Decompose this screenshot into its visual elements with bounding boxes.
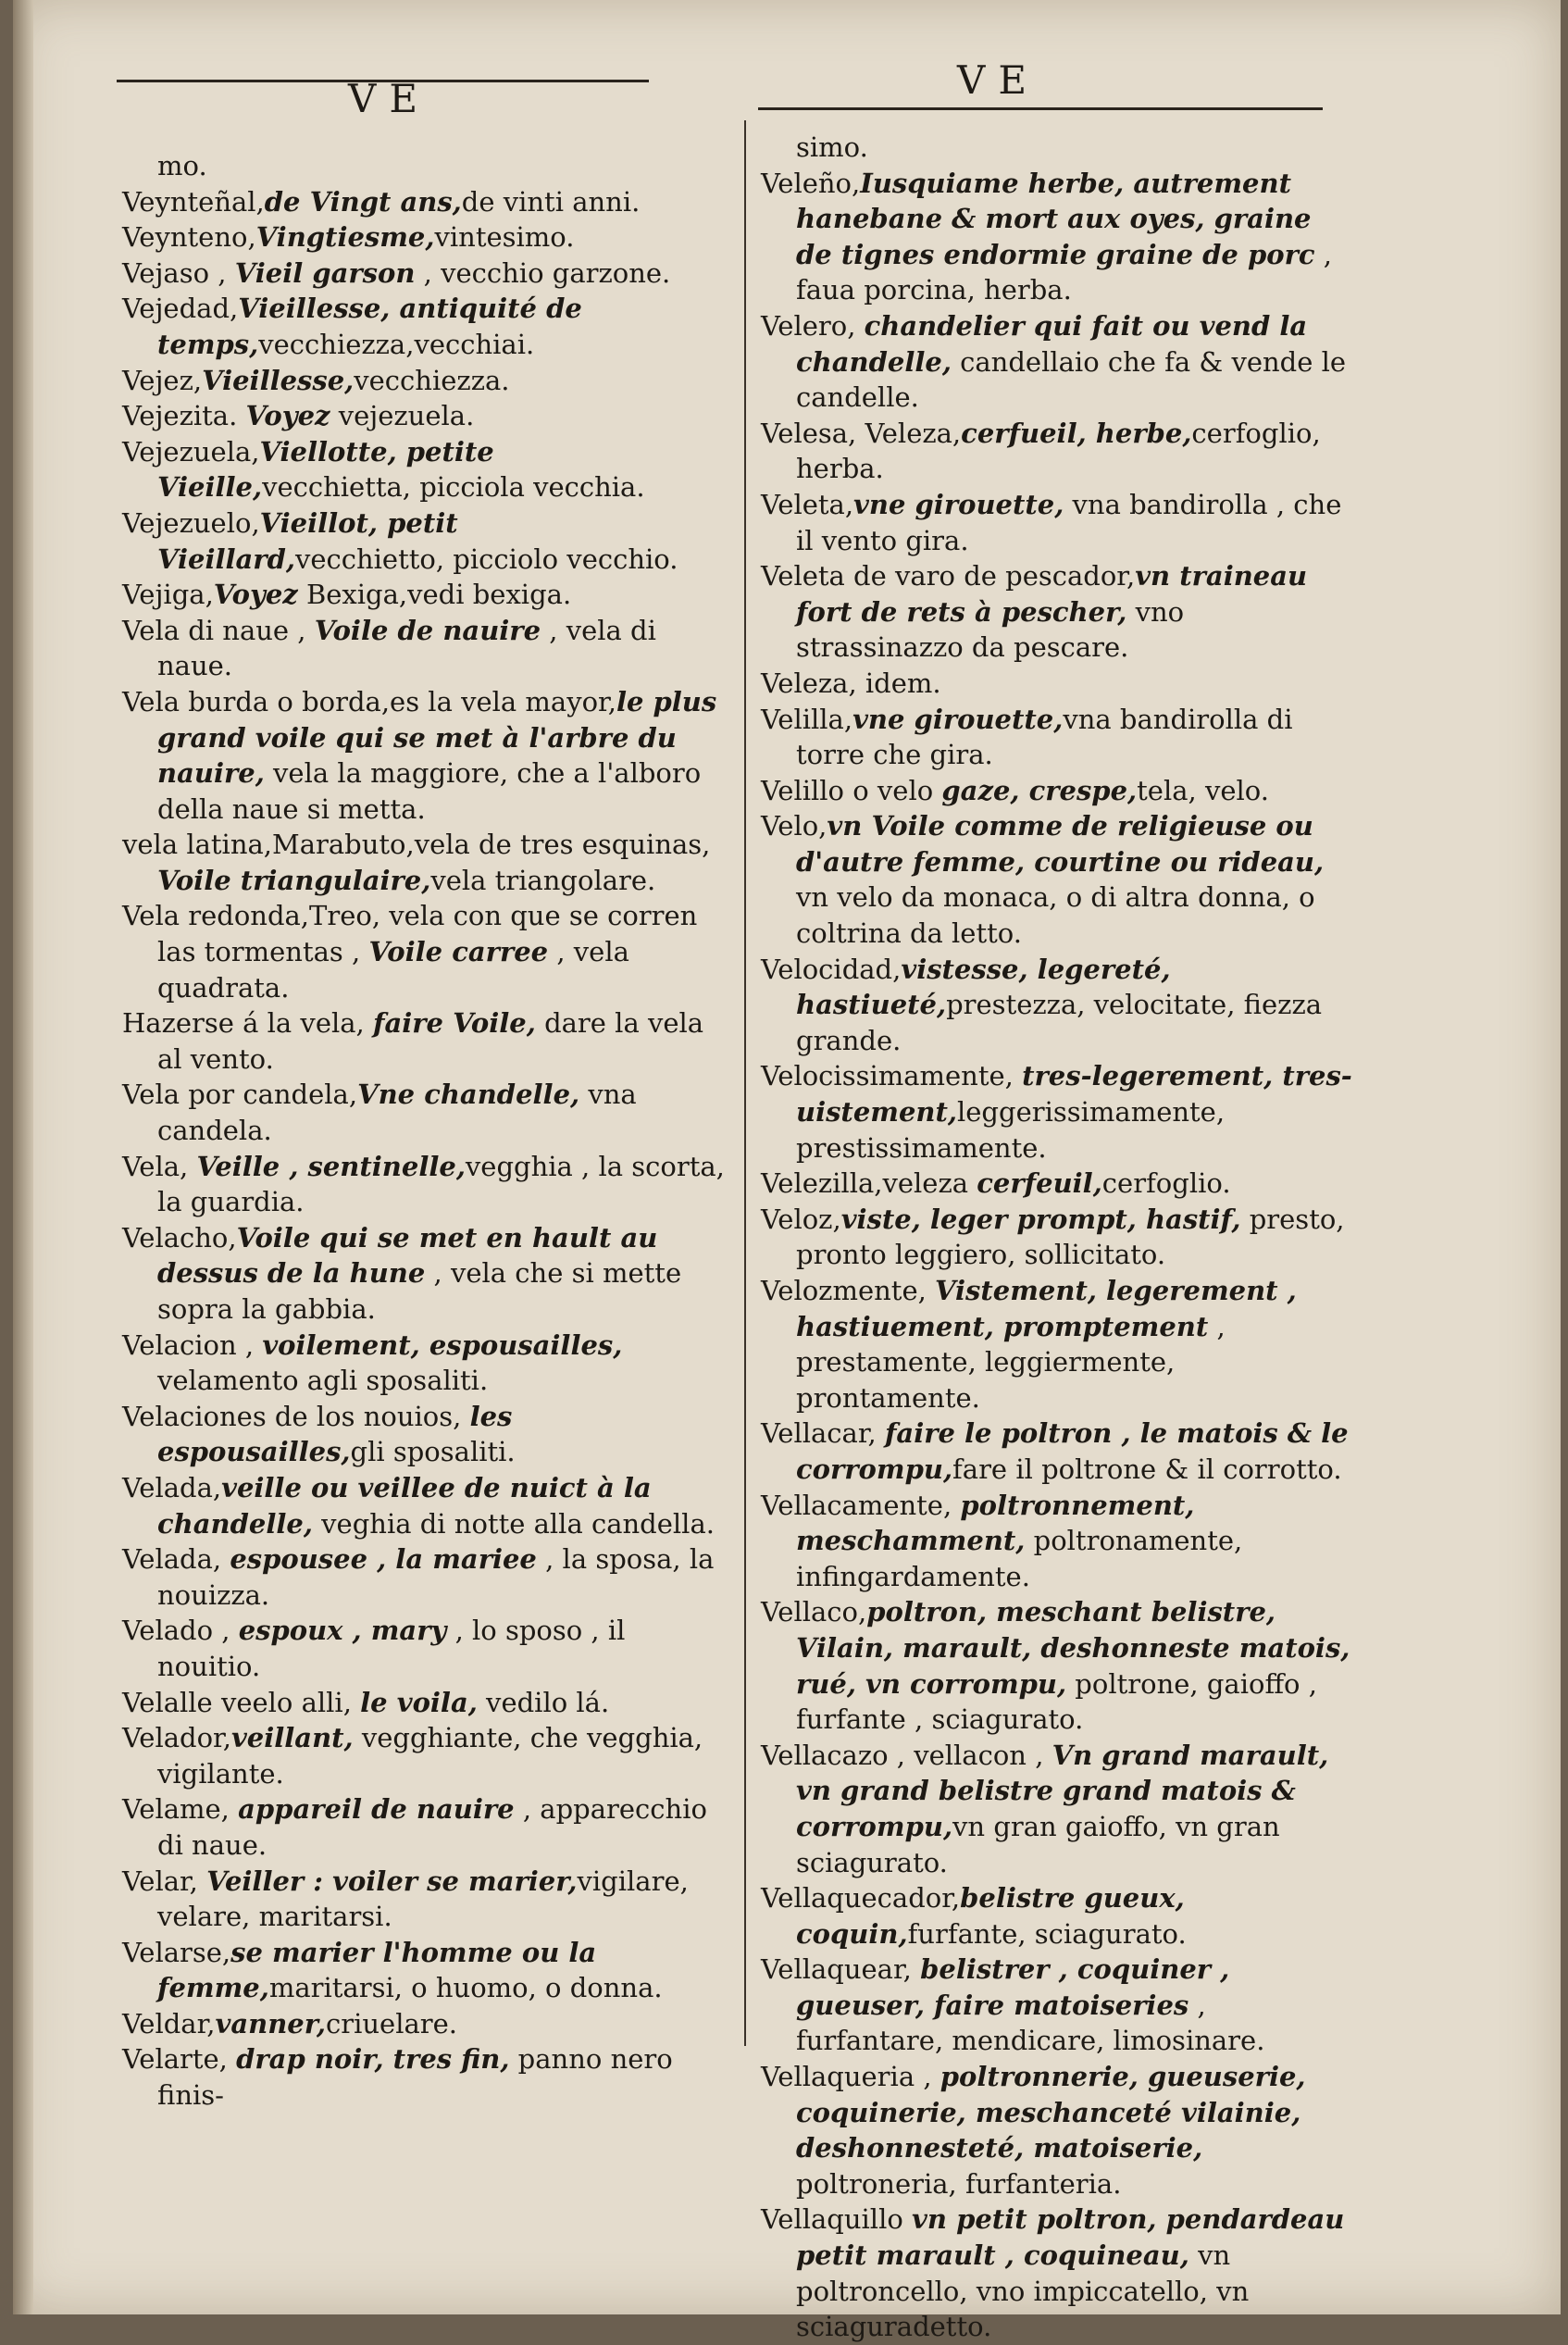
entry-french-gloss: vanner,: [215, 2007, 326, 2039]
dictionary-entry: [122, 1720, 733, 1791]
entry-italian-gloss: prestezza, velocitate, fiezza grande.: [796, 989, 1323, 1056]
entry-headword: Velada,: [122, 1543, 230, 1576]
entry-italian-gloss: cerfoglio, herba.: [796, 417, 1321, 485]
dictionary-entry: [122, 1077, 733, 1148]
dictionary-entry: [122, 2041, 733, 2113]
entry-headword: Veleta de varo de pescador,: [761, 560, 1136, 592]
dictionary-entry: [761, 1202, 1353, 1273]
dictionary-entry: [761, 166, 1353, 308]
entry-french-gloss: poltron, meschant belistre, Vilain, marault, deshonneste matois, rué, vn corrompu,: [796, 1596, 1350, 1700]
dictionary-entry: [122, 1541, 733, 1613]
entry-french-gloss: chandelier qui fait ou vend la chandelle,: [796, 309, 1308, 378]
entry-italian-gloss: mo.: [157, 150, 207, 181]
left-column: [122, 148, 733, 2114]
entry-italian-gloss: , furfantare, mendicare, limosinare.: [796, 1989, 1265, 2057]
entry-italian-gloss: vejezuela.: [330, 400, 475, 432]
entry-headword: Vela di naue ,: [122, 614, 315, 646]
entry-headword: Veynteno,: [122, 221, 256, 254]
running-head-left: VE: [348, 76, 430, 121]
dictionary-entry: [122, 363, 733, 399]
entry-italian-gloss: vn poltroncello, vno impiccatello, vn sciaguradetto.: [796, 2239, 1250, 2343]
dictionary-entry: [122, 184, 733, 220]
entry-headword: Veynteñal,: [122, 185, 265, 218]
dictionary-entry: [122, 1220, 733, 1328]
entry-french-gloss: belistrer , coquiner , gueuser, faire matoiseries: [796, 1953, 1230, 2021]
entry-french-gloss: se marier l'homme ou la femme,: [157, 1936, 597, 2004]
entry-headword: Velillo o velo: [761, 774, 942, 806]
entry-french-gloss: de Vingt ans,: [264, 185, 462, 218]
dictionary-entry: [122, 1864, 733, 1935]
entry-french-gloss: drap noir, tres fin,: [236, 2043, 510, 2076]
entry-italian-gloss: de vinti anni.: [461, 185, 641, 218]
entry-headword: Velada,: [122, 1471, 222, 1503]
entry-headword: Velesa, Veleza,: [761, 417, 962, 449]
binding-gutter: [13, 0, 33, 2314]
dictionary-entry: [761, 558, 1353, 666]
entry-french-gloss: Viellotte, petite Vieille,: [157, 435, 494, 504]
entry-french-gloss: Veille , sentinelle,: [196, 1150, 466, 1182]
entry-headword: Veleta,: [761, 488, 854, 520]
dictionary-entry: [122, 256, 733, 292]
dictionary-entry: [122, 1613, 733, 1684]
entry-italian-gloss: fare il poltrone & il corrotto.: [952, 1453, 1342, 1485]
entry-french-gloss: poltronnement, meschamment,: [796, 1489, 1195, 1557]
dictionary-entry: [761, 1594, 1353, 1737]
entry-french-gloss: veillant,: [230, 1722, 354, 1754]
entry-italian-gloss: vno strassinazzo da pescare.: [796, 595, 1185, 664]
entry-french-gloss: Veiller : voiler se marier,: [206, 1865, 578, 1897]
entry-french-gloss: gaze, crespe,: [941, 774, 1138, 806]
entry-italian-gloss: vna candela.: [157, 1079, 637, 1147]
entry-italian-gloss: dare la vela al vento.: [157, 1007, 704, 1075]
entry-french-gloss: vne girouette,: [853, 488, 1064, 520]
entry-french-gloss: le voila,: [360, 1686, 478, 1718]
entry-headword: Velame,: [122, 1793, 239, 1826]
dictionary-entry: [761, 487, 1353, 558]
dictionary-entry: [122, 398, 733, 434]
entry-french-gloss: Vieil garson: [234, 256, 416, 289]
entry-headword: Vellacamente,: [761, 1489, 961, 1521]
entry-italian-gloss: simo.: [796, 131, 868, 163]
dictionary-entry: [761, 1488, 1353, 1595]
dictionary-entry: [761, 1738, 1353, 1880]
entry-headword: Velo,: [761, 810, 828, 842]
entry-italian-gloss: Bexiga,vedi bexiga.: [297, 579, 572, 611]
dictionary-entry: [122, 219, 733, 256]
entry-headword: Velocissimamente,: [761, 1060, 1023, 1092]
entry-headword: Veloz,: [761, 1203, 841, 1235]
running-head-right: VE: [957, 57, 1039, 103]
entry-italian-gloss: presto, pronto leggiero, sollicitato.: [796, 1203, 1345, 1271]
dictionary-entry: [122, 1791, 733, 1863]
book-page: [13, 0, 1561, 2343]
entry-french-gloss: Voile de nauire: [314, 614, 541, 646]
dictionary-entry: [122, 577, 733, 613]
dictionary-entry: [122, 827, 733, 898]
dictionary-entry: [761, 1058, 1353, 1166]
entry-italian-gloss: poltrone, gaioffo , furfante , sciagurato.: [796, 1667, 1317, 1736]
entry-italian-gloss: vegghia , la scorta, la guardia.: [157, 1150, 725, 1218]
entry-headword: Velero,: [761, 309, 865, 342]
dictionary-entry: [761, 1416, 1353, 1487]
dictionary-entry: [761, 773, 1353, 809]
entry-french-gloss: Vieillesse,: [202, 364, 355, 396]
entry-italian-gloss: , faua porcina, herba.: [796, 238, 1332, 306]
dictionary-entry: [122, 505, 733, 577]
entry-headword: Velarse,: [122, 1936, 231, 1968]
dictionary-entry: [122, 684, 733, 827]
entry-italian-gloss: vela triangolare.: [430, 864, 656, 896]
dictionary-entry: [122, 898, 733, 1005]
entry-italian-gloss: veghia di notte alla candella.: [312, 1507, 715, 1540]
dictionary-entry: [761, 666, 1353, 702]
entry-italian-gloss: vintesimo.: [434, 221, 575, 254]
entry-italian-gloss: cerfoglio.: [1101, 1167, 1231, 1200]
entry-headword: Vejaso ,: [122, 256, 235, 289]
entry-french-gloss: faire le poltron , le matois & le corrompu,: [796, 1417, 1349, 1485]
entry-italian-gloss: vecchiezza,vecchiai.: [258, 328, 535, 360]
entry-french-gloss: poltronnerie, gueuserie, coquinerie, meschanceté vilainie, deshonnesteté, matoiserie,: [796, 2061, 1306, 2164]
entry-french-gloss: Vingtiesme,: [255, 221, 435, 254]
entry-french-gloss: Vieillot, petit Vieillard,: [157, 506, 458, 575]
entry-italian-gloss: criuelare.: [326, 2007, 458, 2039]
entry-italian-gloss: poltronamente, infingardamente.: [796, 1525, 1243, 1592]
entry-headword: Vellaquear,: [761, 1953, 921, 1986]
entry-italian-gloss: velamento agli sposaliti.: [157, 1365, 489, 1397]
entry-headword: Vela burda o borda,es la vela mayor,: [122, 685, 616, 717]
entry-headword: Velado ,: [122, 1615, 239, 1647]
dictionary-entry: [761, 952, 1353, 1059]
entry-headword: Velezilla,veleza: [761, 1167, 977, 1200]
entry-french-gloss: veille ou veillee de nuict à la chandelle,: [157, 1471, 652, 1540]
entry-headword: Velozmente,: [761, 1275, 936, 1306]
dictionary-entry: [761, 1952, 1353, 2059]
entry-french-gloss: belistre gueux, coquin,: [796, 1882, 1185, 1950]
entry-french-gloss: cerfueil, herbe,: [961, 417, 1192, 449]
entry-headword: Velocidad,: [761, 953, 902, 985]
dictionary-entry: [761, 2202, 1353, 2344]
entry-headword: Vellacazo , vellacon ,: [761, 1739, 1052, 1771]
entry-french-gloss: vistesse, legereté, hastiueté,: [796, 953, 1171, 1021]
entry-italian-gloss: leggerissimamente, prestissimamente.: [796, 1096, 1226, 1164]
entry-french-gloss: Vistement, legerement , hastiuement, promptement: [796, 1275, 1297, 1342]
entry-headword: Velalle veelo alli,: [122, 1686, 361, 1718]
entry-headword: Vela redonda,Treo, vela con que se corren las tormentas ,: [122, 900, 698, 968]
entry-headword: Vellaqueria ,: [761, 2061, 940, 2093]
right-column: [761, 130, 1353, 2345]
entry-italian-gloss: gli sposaliti.: [350, 1436, 516, 1468]
entry-italian-gloss: vecchiezza.: [354, 364, 510, 396]
entry-italian-gloss: vna bandirolla , che il vento gira.: [796, 488, 1342, 556]
entry-french-gloss: espoux , mary: [238, 1615, 447, 1647]
entry-french-gloss: faire Voile,: [372, 1007, 536, 1040]
entry-headword: Vejezuela,: [122, 435, 260, 468]
entry-italian-gloss: maritarsi, o huomo, o donna.: [268, 1972, 663, 2004]
entry-french-gloss: Vieillesse, antiquité de temps,: [157, 293, 582, 360]
entry-headword: Hazerse á la vela,: [122, 1007, 373, 1040]
entry-headword: Veleza, idem.: [761, 667, 941, 699]
entry-italian-gloss: vigilare, velare, maritarsi.: [157, 1865, 689, 1933]
entry-french-gloss: Voyez: [245, 400, 330, 432]
entry-italian-gloss: vna bandirolla di torre che gira.: [796, 703, 1293, 771]
entry-french-gloss: Vne chandelle,: [357, 1079, 580, 1111]
entry-french-gloss: cerfeuil,: [977, 1167, 1102, 1200]
entry-french-gloss: Voyez: [213, 579, 298, 611]
entry-french-gloss: Iusquiame herbe, autrement hanebane & mort aux oyes, graine de tignes endormie graine de porc: [796, 167, 1315, 270]
entry-headword: Velacho,: [122, 1221, 237, 1254]
entry-french-gloss: tres-legerement, tres-uistement,: [796, 1060, 1352, 1129]
entry-headword: Veldar,: [122, 2007, 216, 2039]
entry-french-gloss: vn Voile comme de religieuse ou d'autre femme, courtine ou rideau,: [796, 810, 1325, 878]
entry-italian-gloss: vecchietta, picciola vecchia.: [262, 471, 645, 504]
entry-french-gloss: Voile triangulaire,: [157, 864, 431, 896]
entry-italian-gloss: , vela di naue.: [157, 614, 656, 682]
entry-italian-gloss: , apparecchio di naue.: [157, 1793, 707, 1861]
entry-headword: Vejedad,: [122, 293, 239, 325]
dictionary-entry: [122, 1005, 733, 1077]
dictionary-entry: [761, 702, 1353, 773]
entry-italian-gloss: , prestamente, leggiermente, prontamente.: [796, 1310, 1226, 1414]
dictionary-entry: [122, 1935, 733, 2006]
dictionary-entry: [122, 613, 733, 684]
entry-italian-gloss: tela, velo.: [1137, 774, 1269, 806]
entry-french-gloss: espousee , la mariee: [230, 1543, 537, 1576]
column-divider: [744, 120, 746, 2046]
entry-headword: Velaciones de los nouios,: [122, 1400, 470, 1432]
entry-french-gloss: vn petit poltron, pendardeau petit marault , coquineau,: [796, 2203, 1345, 2272]
dictionary-entry: [761, 308, 1353, 416]
entry-headword: vela latina,Marabuto,vela de tres esquinas,: [122, 829, 711, 861]
entry-headword: Vellaco,: [761, 1596, 867, 1628]
entry-headword: Veleño,: [761, 167, 861, 199]
entry-italian-gloss: vela la maggiore, che a l'alboro della naue si metta.: [157, 757, 702, 825]
entry-italian-gloss: , vela quadrata.: [157, 936, 629, 1004]
dictionary-entry: [122, 1328, 733, 1399]
entry-headword: Velador,: [122, 1722, 231, 1754]
dictionary-entry: [761, 1880, 1353, 1952]
dictionary-entry: [122, 148, 733, 184]
entry-french-gloss: le plus grand voile qui se met à l'arbre du nauire,: [157, 685, 717, 790]
entry-headword: Vela por candela,: [122, 1079, 358, 1111]
entry-headword: Velar,: [122, 1865, 207, 1897]
entry-headword: Velarte,: [122, 2043, 237, 2076]
dictionary-entry: [122, 1685, 733, 1721]
entry-italian-gloss: furfante, sciagurato.: [907, 1917, 1187, 1950]
entry-headword: Velilla,: [761, 703, 853, 735]
entry-headword: Vela,: [122, 1150, 197, 1182]
entry-italian-gloss: vegghiante, che vegghia, vigilante.: [157, 1722, 703, 1790]
entry-headword: Vellacar,: [761, 1417, 885, 1450]
entry-italian-gloss: , lo sposo , il nouitio.: [157, 1615, 626, 1682]
entry-italian-gloss: vecchietto, picciolo vecchio.: [294, 543, 678, 575]
dictionary-entry: [122, 291, 733, 362]
dictionary-entry: [122, 1399, 733, 1470]
entry-italian-gloss: , vecchio garzone.: [415, 256, 671, 289]
entry-italian-gloss: panno nero finis-: [157, 2043, 673, 2112]
entry-headword: Vellaquecador,: [761, 1882, 961, 1915]
entry-headword: Vejezita.: [122, 400, 246, 432]
dictionary-entry: [761, 808, 1353, 951]
entry-italian-gloss: , vela che si mette sopra la gabbia.: [157, 1257, 682, 1325]
header-rule-right: [758, 107, 1323, 110]
entry-italian-gloss: vn velo da monaca, o di altra donna, o coltrina da letto.: [796, 881, 1315, 950]
entry-french-gloss: vne girouette,: [852, 703, 1064, 735]
entry-headword: Vellaquillo: [761, 2203, 913, 2236]
dictionary-entry: [761, 1166, 1353, 1202]
entry-french-gloss: les espousailles,: [157, 1400, 513, 1468]
entry-italian-gloss: vedilo lá.: [477, 1686, 610, 1718]
entry-headword: Vejezuelo,: [122, 506, 260, 539]
dictionary-entry: [761, 416, 1353, 487]
entry-italian-gloss: candellaio che fa & vende le candelle.: [796, 345, 1347, 414]
entry-headword: Velacion ,: [122, 1328, 263, 1361]
entry-french-gloss: voilement, espousailles,: [262, 1328, 623, 1361]
entry-french-gloss: Voile qui se met en hault au dessus de la hune: [157, 1221, 658, 1290]
entry-french-gloss: Vn grand marault, vn grand belistre grand matois & corrompu,: [796, 1739, 1329, 1842]
dictionary-entry: [122, 434, 733, 505]
dictionary-entry: [122, 1470, 733, 1541]
entry-headword: Vejez,: [122, 364, 203, 396]
dictionary-entry: [761, 1273, 1353, 1416]
dictionary-entry: [122, 2006, 733, 2042]
entry-italian-gloss: vn gran gaioffo, vn gran sciagurato.: [796, 1810, 1280, 1878]
entry-headword: Vejiga,: [122, 579, 214, 611]
dictionary-entry: [761, 130, 1353, 166]
entry-french-gloss: vn traineau fort de rets à pescher,: [796, 560, 1308, 628]
entry-italian-gloss: , la sposa, la nouizza.: [157, 1543, 715, 1611]
entry-french-gloss: Voile carree: [368, 936, 549, 968]
entry-italian-gloss: poltroneria, furfanteria.: [796, 2167, 1122, 2200]
dictionary-entry: [761, 2059, 1353, 2202]
entry-french-gloss: appareil de nauire: [238, 1793, 515, 1826]
dictionary-entry: [122, 1149, 733, 1220]
entry-french-gloss: viste, leger prompt, hastif,: [840, 1203, 1241, 1235]
